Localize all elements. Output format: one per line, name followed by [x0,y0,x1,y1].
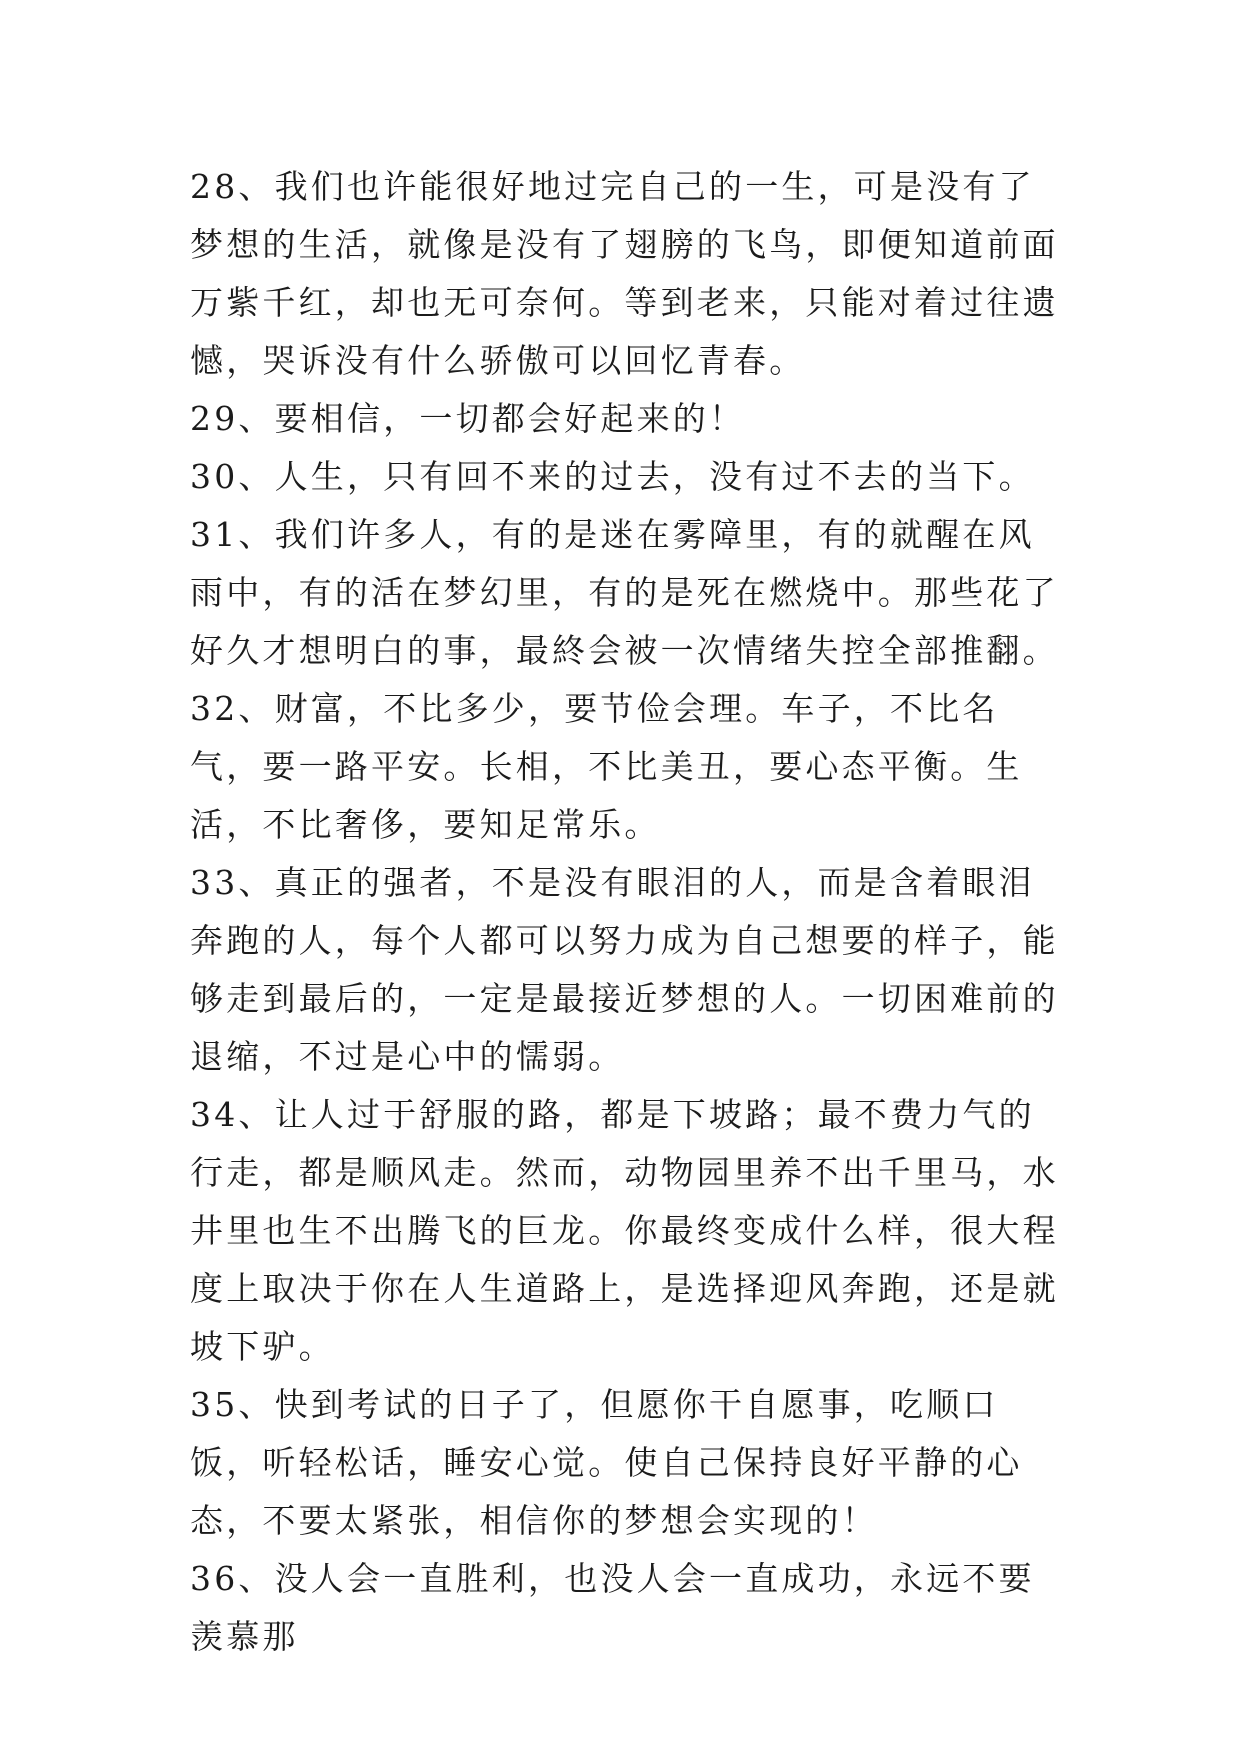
paragraph-33: 33、真正的强者，不是没有眼泪的人，而是含着眼泪奔跑的人，每个人都可以努力成为自己想要的样子，能够走到最后的，一定是最接近梦想的人。一切困难前的退缩，不过是心中的懦弱。 [190,863,1059,1076]
paragraph-36: 36、没人会一直胜利，也没人会一直成功，永远不要羡慕那 [190,1559,1035,1656]
paragraph-32: 32、财富，不比多少，要节俭会理。车子，不比名气，要一路平安。长相，不比美丑，要心态平衡。生活，不比奢侈，要知足常乐。 [190,689,1023,844]
paragraph-30: 30、人生，只有回不来的过去，没有过不去的当下。 [190,457,1035,496]
paragraph-35: 35、快到考试的日子了，但愿你干自愿事，吃顺口饭，听轻松话，睡安心觉。使自己保持良好平静的心态，不要太紧张，相信你的梦想会实现的！ [190,1385,1023,1540]
document-body [190,158,1070,1666]
paragraph-29: 29、要相信，一切都会好起来的！ [190,399,746,438]
paragraph-31: 31、我们许多人，有的是迷在雾障里，有的就醒在风雨中，有的活在梦幻里，有的是死在燃烧中。那些花了好久才想明白的事，最終会被一次情绪失控全部推翻。 [190,515,1059,670]
paragraph-28: 28、我们也许能很好地过完自己的一生，可是没有了梦想的生活，就像是没有了翅膀的飞鸟，即便知道前面万紫千红，却也无可奈何。等到老来，只能对着过往遗憾，哭诉没有什么骄傲可以回忆青春。 [190,167,1059,380]
paragraph-34: 34、让人过于舒服的路，都是下坡路；最不费力气的行走，都是顺风走。然而，动物园里养不出千里马，水井里也生不出腾飞的巨龙。你最终变成什么样，很大程度上取决于你在人生道路上，是选择迎风奔跑，还是就坡下驴。 [190,1095,1059,1366]
